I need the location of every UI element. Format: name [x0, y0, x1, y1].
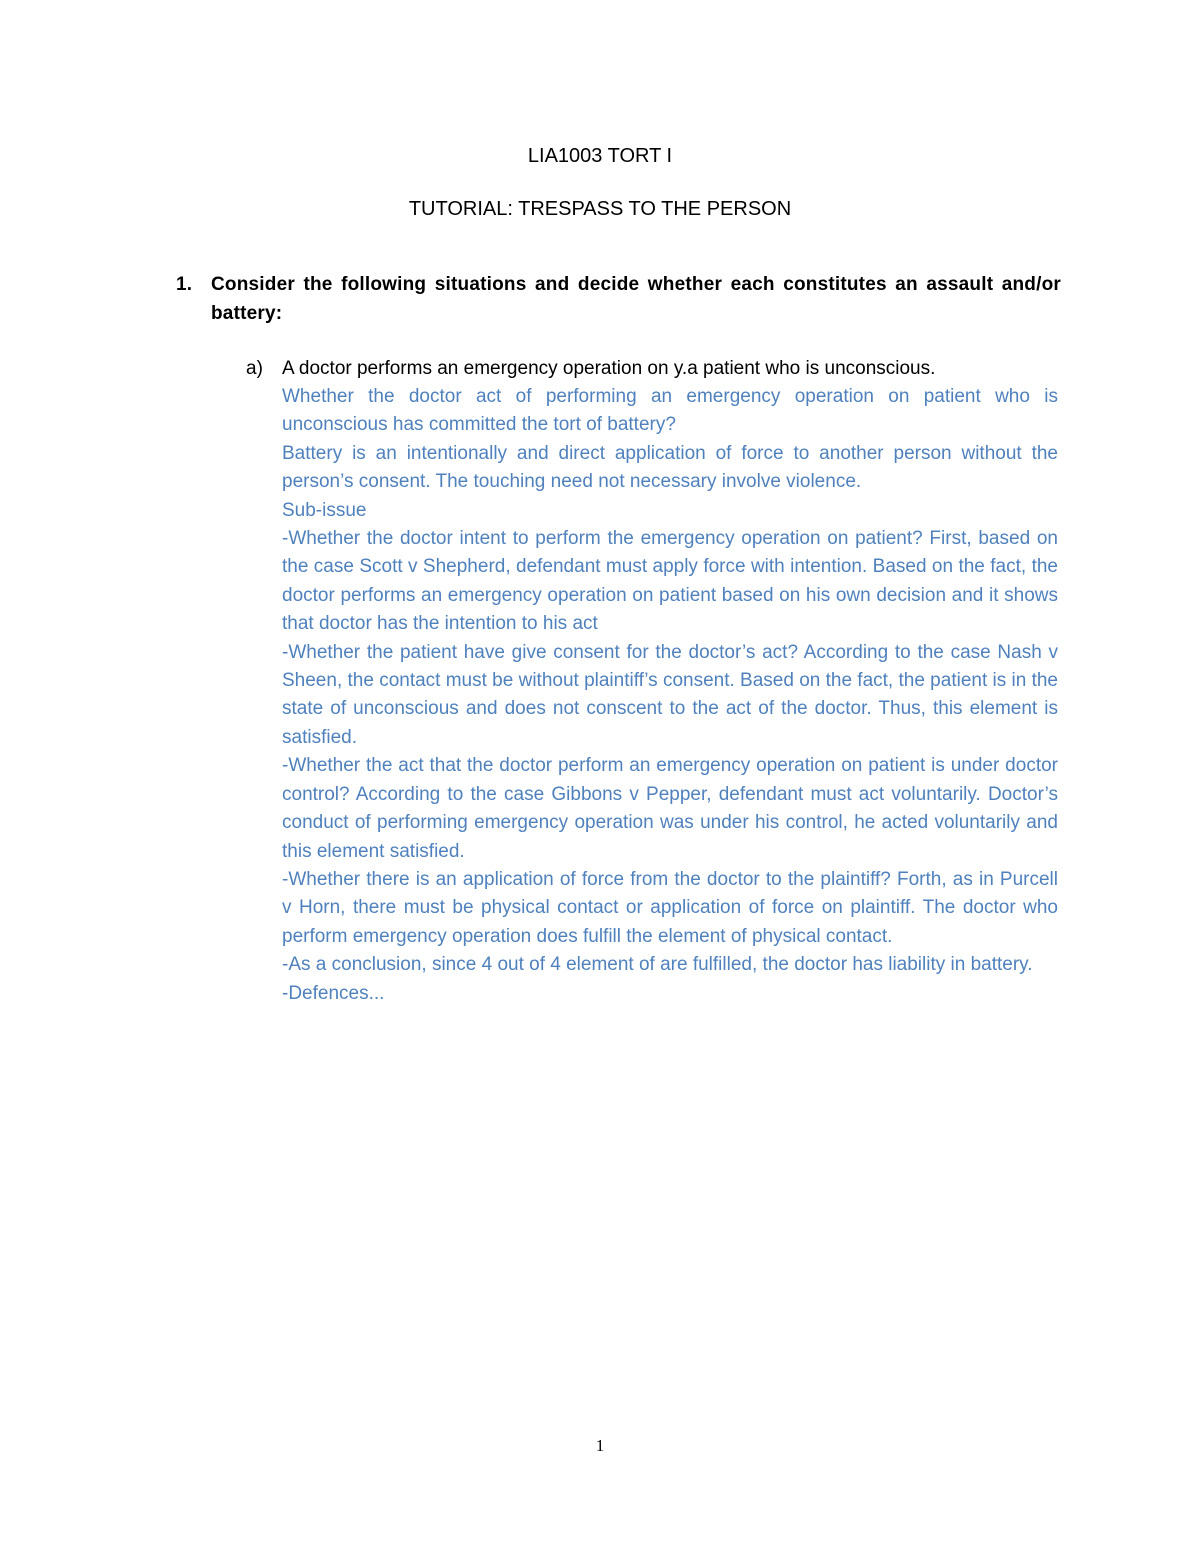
answer-subissue-heading: Sub-issue	[282, 499, 367, 521]
answer-physical-contact: -Whether there is an application of force from the doctor to the plaintiff? Forth, as in Purcell v Horn, there must be physical contact or application of force on plaintiff. The doctor who perform emergency operation does fulfill the element of physical contact.	[282, 868, 1058, 947]
answer-voluntary: -Whether the act that the doctor perform an emergency operation on patient is under doctor control? According to the case Gibbons v Pepper, defendant must act voluntarily. Doctor’s conduct of performing emergency operation was under his control, he acted voluntarily and this element satisfied.	[282, 755, 1058, 862]
question-text: Consider the following situations and decide whether each constitutes an assault and/or battery:	[211, 274, 1061, 324]
answer-defences: -Defences...	[282, 982, 385, 1004]
answer-intention: -Whether the doctor intent to perform the emergency operation on patient? First, based on the case Scott v Shepherd, defendant must apply force with intention. Based on the fact, the doctor performs an emergency operation on patient based on his own decision and it shows that doctor has the intention to his act	[282, 528, 1058, 635]
tutorial-title: TUTORIAL: TRESPASS TO THE PERSON	[408, 198, 792, 220]
course-title: LIA1003 TORT I	[527, 145, 673, 167]
sub-question-label: a)	[246, 358, 263, 379]
answer-conclusion: -As a conclusion, since 4 out of 4 element of are fulfilled, the doctor has liability in battery.	[282, 954, 1033, 976]
sub-question-statement: A doctor performs an emergency operation on y.a patient who is unconscious.	[282, 358, 936, 379]
answer-definition: Battery is an intentionally and direct application of force to another person without the person’s consent. The touching need not necessary involve violence.	[282, 442, 1058, 493]
answer-block	[282, 383, 1058, 1008]
page-number: 1	[595, 1436, 605, 1455]
answer-consent: -Whether the patient have give consent for the doctor’s act? According to the case Nash v Sheen, the contact must be without plaintiff’s consent. Based on the fact, the patient is in the state of unconscious and does not conscent to the act of the doctor. Thus, this element is satisfied.	[282, 641, 1058, 748]
answer-issue: Whether the doctor act of performing an emergency operation on patient who is unconscious has committed the tort of battery?	[282, 386, 1058, 436]
question-number: 1.	[176, 274, 193, 295]
